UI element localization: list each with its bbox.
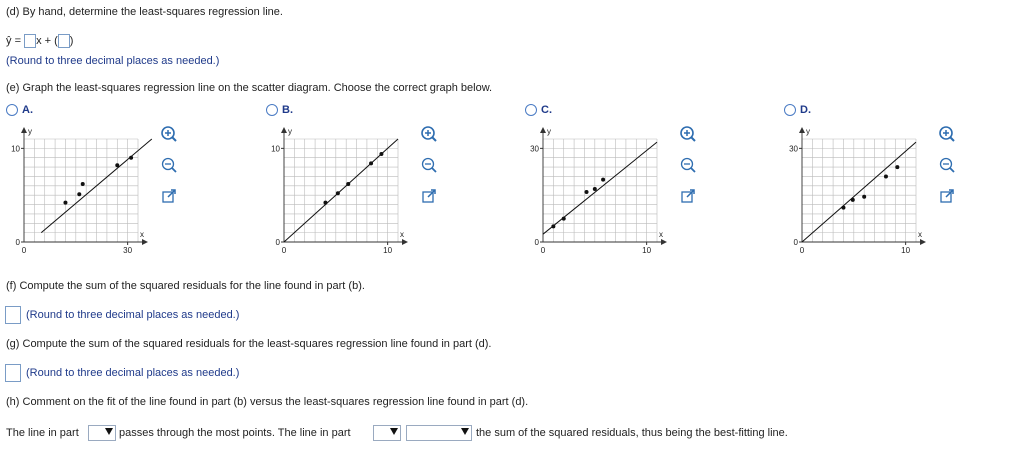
dropdown-arrow-icon xyxy=(105,428,113,435)
radio-circle-icon[interactable] xyxy=(6,104,18,116)
radio-circle-icon[interactable] xyxy=(784,104,796,116)
part-h-sentence-1: The line in part xyxy=(6,427,79,439)
y-axis-label: y xyxy=(806,127,810,136)
paren-close: ) xyxy=(69,34,74,47)
zoom-out-icon[interactable] xyxy=(421,157,437,173)
option-label: C. xyxy=(541,104,552,116)
part-h-dropdown-3[interactable] xyxy=(406,425,472,441)
part-f-note: (Round to three decimal places as needed.) xyxy=(26,309,240,321)
data-point xyxy=(81,182,85,186)
part-h-prompt: (h) Comment on the fit of the line found in part (b) versus the least-squares regression line found in part (d). xyxy=(6,396,529,408)
dropdown-arrow-icon xyxy=(390,428,398,435)
zoom-in-icon[interactable] xyxy=(161,126,177,142)
part-g-prompt: (g) Compute the sum of the squared residuals for the least-squares regression line found in part (d). xyxy=(6,338,492,350)
data-point xyxy=(63,201,67,205)
part-e-prompt: (e) Graph the least-squares regression line on the scatter diagram. Choose the correct graph below. xyxy=(6,82,493,94)
option-b-radio[interactable] xyxy=(266,104,293,116)
y-tick-label-zero: 0 xyxy=(534,238,539,247)
y-tick-label-top: 30 xyxy=(789,144,798,154)
popout-icon[interactable] xyxy=(680,188,696,204)
scatter-graph-d xyxy=(780,124,920,254)
part-d-prompt: (d) By hand, determine the least-squares regression line. xyxy=(6,6,283,18)
x-axis-label: x xyxy=(400,230,404,239)
x-axis-label: x xyxy=(140,230,144,239)
equals-sign: = xyxy=(14,34,21,47)
data-point xyxy=(551,224,555,228)
regression-equation xyxy=(6,34,73,48)
data-point xyxy=(379,152,383,156)
y-tick-label-top: 30 xyxy=(530,144,539,154)
y-axis-label: y xyxy=(547,127,551,136)
option-a-radio[interactable] xyxy=(6,104,33,116)
zoom-in-icon[interactable] xyxy=(939,126,955,142)
y-tick-label-top: 10 xyxy=(271,144,280,154)
y-axis-label: y xyxy=(28,127,32,136)
zoom-in-icon[interactable] xyxy=(421,126,437,142)
option-label: A. xyxy=(22,104,33,116)
data-point xyxy=(562,217,566,221)
slope-input[interactable] xyxy=(24,34,36,48)
data-point xyxy=(323,201,327,205)
x-tick-label-max: 30 xyxy=(123,246,133,255)
x-arrow-icon xyxy=(142,239,148,245)
y-arrow-icon xyxy=(281,127,287,133)
x-tick-label-zero: 0 xyxy=(281,246,287,255)
popout-icon[interactable] xyxy=(161,188,177,204)
part-f-answer-input[interactable] xyxy=(5,306,21,324)
part-h-dropdown-1[interactable] xyxy=(88,425,116,441)
data-point xyxy=(585,190,589,194)
part-f-prompt: (f) Compute the sum of the squared residuals for the line found in part (b). xyxy=(6,280,365,292)
yhat-symbol: ŷ xyxy=(6,34,12,47)
radio-circle-icon[interactable] xyxy=(266,104,278,116)
zoom-out-icon[interactable] xyxy=(939,157,955,173)
y-tick-label-zero: 0 xyxy=(15,238,20,247)
x-axis-label: x xyxy=(918,230,922,239)
y-tick-label-top: 10 xyxy=(11,144,20,154)
regression-line xyxy=(543,142,657,234)
data-point xyxy=(346,182,350,186)
x-plus-text: x + xyxy=(36,34,52,47)
part-h-dropdown-2[interactable] xyxy=(373,425,401,441)
part-g-answer-input[interactable] xyxy=(5,364,21,382)
y-arrow-icon xyxy=(21,127,27,133)
dropdown-arrow-icon xyxy=(461,428,469,435)
data-point xyxy=(851,198,855,202)
paren-open: ( xyxy=(54,34,58,47)
data-point xyxy=(115,163,119,167)
part-h-sentence-2: passes through the most points. The line in part xyxy=(119,427,351,439)
part-g-note: (Round to three decimal places as needed.) xyxy=(26,367,240,379)
zoom-in-icon[interactable] xyxy=(680,126,696,142)
y-axis-label: y xyxy=(288,127,292,136)
y-tick-label-zero: 0 xyxy=(275,238,280,247)
popout-icon[interactable] xyxy=(421,188,437,204)
data-point xyxy=(336,191,340,195)
zoom-out-icon[interactable] xyxy=(680,157,696,173)
scatter-graph-a xyxy=(2,124,142,254)
x-axis-label: x xyxy=(659,230,663,239)
y-tick-label-zero: 0 xyxy=(793,238,798,247)
part-h-sentence-3: the sum of the squared residuals, thus being the best-fitting line. xyxy=(476,427,788,439)
x-tick-label-max: 10 xyxy=(901,246,911,255)
x-tick-label-zero: 0 xyxy=(799,246,805,255)
radio-circle-icon[interactable] xyxy=(525,104,537,116)
regression-line xyxy=(802,142,916,242)
data-point xyxy=(895,165,899,169)
scatter-graph-c xyxy=(521,124,661,254)
y-arrow-icon xyxy=(799,127,805,133)
data-point xyxy=(369,161,373,165)
option-label: B. xyxy=(282,104,293,116)
x-arrow-icon xyxy=(661,239,667,245)
option-label: D. xyxy=(800,104,811,116)
popout-icon[interactable] xyxy=(939,188,955,204)
data-point xyxy=(884,174,888,178)
scatter-graph-b xyxy=(262,124,402,254)
data-point xyxy=(601,178,605,182)
data-point xyxy=(129,156,133,160)
x-arrow-icon xyxy=(402,239,408,245)
data-point xyxy=(77,192,81,196)
part-d-note: (Round to three decimal places as needed.) xyxy=(6,55,220,67)
x-tick-label-max: 10 xyxy=(642,246,652,255)
option-c-radio[interactable] xyxy=(525,104,552,116)
x-arrow-icon xyxy=(920,239,926,245)
x-tick-label-max: 10 xyxy=(383,246,393,255)
option-d-radio[interactable] xyxy=(784,104,811,116)
data-point xyxy=(841,206,845,210)
intercept-input[interactable] xyxy=(58,34,70,48)
x-tick-label-zero: 0 xyxy=(21,246,27,255)
zoom-out-icon[interactable] xyxy=(161,157,177,173)
data-point xyxy=(862,195,866,199)
y-arrow-icon xyxy=(540,127,546,133)
x-tick-label-zero: 0 xyxy=(540,246,546,255)
data-point xyxy=(593,187,597,191)
